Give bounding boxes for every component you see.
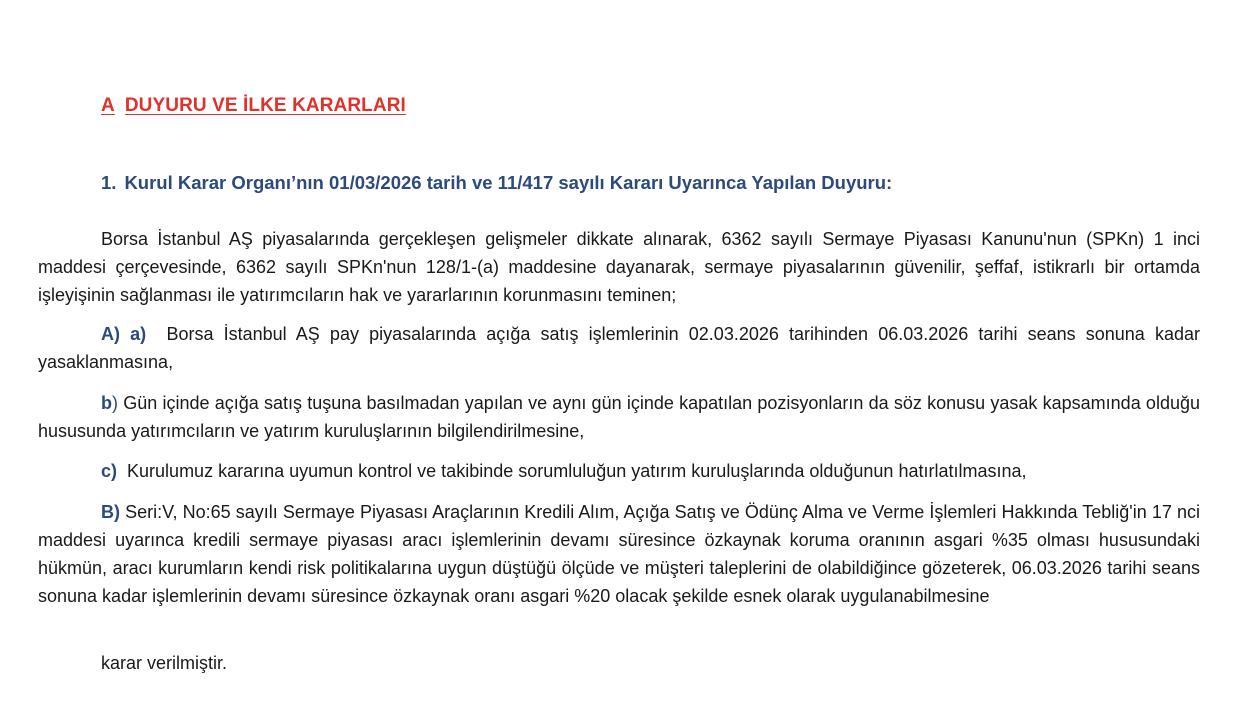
clause-c-text: Kurulumuz kararına uyumun kontrol ve takibinde sorumluluğun yatırım kuruluşlarında olduğunun hatırlatılmasına, xyxy=(127,461,1027,481)
clause-B-paragraph xyxy=(38,498,1200,610)
clause-b-label: b xyxy=(101,393,112,413)
clause-B-label: B) xyxy=(101,502,120,522)
clause-b-paren: ) xyxy=(112,393,118,413)
closing-paragraph xyxy=(38,649,1200,677)
clause-b-paragraph xyxy=(38,389,1200,445)
clause-c-paragraph xyxy=(38,457,1200,485)
intro-text: Borsa İstanbul AŞ piyasalarında gerçekleşen gelişmeler dikkate alınarak, 6362 sayılı Sermaye Piyasası Kanunu'nun (SPKn) 1 inci maddesi çerçevesinde, 6362 sayılı SPKn'nun 128/1-(a) maddesine dayanarak, sermaye piyasalarının güvenilir, şeffaf, istikrarlı bir ortamda işleyişinin sağlanması ile yatırımcıların hak ve yararlarının korunmasını teminen; xyxy=(38,229,1200,305)
clause-a-paragraph xyxy=(38,320,1200,376)
section-heading xyxy=(101,95,406,117)
clause-B-text: Seri:V, No:65 sayılı Sermaye Piyasası Araçlarının Kredili Alım, Açığa Satış ve Ödünç Alma ve Verme İşlemleri Hakkında Tebliğ'in 17 nci maddesi uyarınca kredili sermaye piyasası aracı işlemlerinin devamı süresince özkaynak koruma oranının asgari %35 olması hususundaki hükmün, aracı kurumların kendi risk politikalarına uygun düştüğü ölçüde ve müşteri taleplerini de olabildiğince gözeterek, 06.03.2026 tarihi seans sonuna kadar işlemlerinin devamı süresince özkaynak oranı asgari %20 olacak şekilde esnek olarak uygulanabilmesine xyxy=(38,502,1200,606)
clause-a-label: a) xyxy=(130,324,147,344)
clause-b-text: Gün içinde açığa satış tuşuna basılmadan yapılan ve aynı gün içinde kapatılan pozisyonların da söz konusu yasak kapsamında olduğu hususunda yatırımcıların ve yatırım kuruluşlarının bilgilendirilmesine, xyxy=(38,393,1200,441)
subheading-text: Kurul Karar Organı’nın 01/03/2026 tarih ve 11/417 sayılı Kararı Uyarınca Yapılan Duyuru: xyxy=(124,172,893,193)
intro-paragraph xyxy=(38,225,1200,309)
clause-A-label: A) xyxy=(101,324,120,344)
closing-text: karar verilmiştir. xyxy=(101,653,228,673)
section-letter: A xyxy=(101,95,115,116)
clause-c-label: c) xyxy=(101,461,118,481)
section-title: DUYURU VE İLKE KARARLARI xyxy=(124,95,406,116)
clause-a-text: Borsa İstanbul AŞ pay piyasalarında açığa satış işlemlerinin 02.03.2026 tarihinden 06.03.2026 tarihi seans sonuna kadar yasaklanmasına, xyxy=(38,324,1200,372)
announcement-subheading xyxy=(101,172,892,194)
subheading-number: 1. xyxy=(101,172,117,193)
